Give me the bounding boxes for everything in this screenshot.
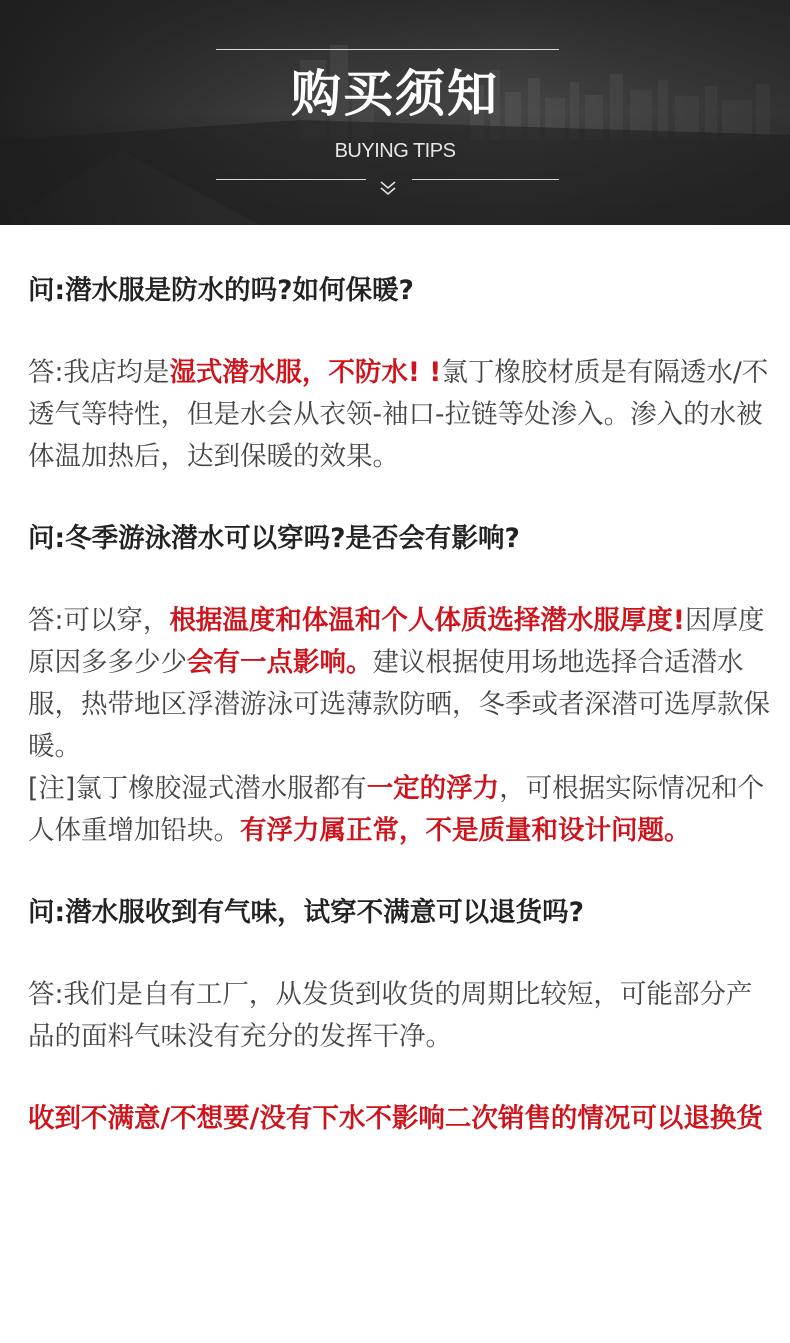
note-2-part-4: 有浮力属正常，不是质量和设计问题。 [240,815,691,846]
note-2-part-3: ，可根据实际情况和个人体重增加铅块。 [28,773,765,846]
answer-1-part-3: 氯丁橡胶材质是有隔透水/不透气等特性，但是水会从衣领-袖口-拉链等处渗入。渗入的水被体温加热后，达到保暖的效果。 [28,357,769,472]
faq-question-3: 问:潜水服收到有气味，试穿不满意可以退货吗? [28,897,584,928]
banner-divider-top [216,49,559,50]
faq-answer-2 [28,600,773,768]
answer-2-part-1: 答:可以穿， [28,605,170,636]
banner-divider-bottom-left [216,179,366,180]
return-policy-note: 收到不满意/不想要/没有下水不影响二次销售的情况可以退换货 [28,1103,763,1134]
double-chevron-down-icon [377,177,399,199]
answer-1-part-2: 湿式潜水服，不防水! ! [169,357,442,388]
answer-3-part-1: 答:我们是自有工厂，从发货到收货的周期比较短，可能部分产品的面料气味没有充分的发挥干净。 [28,979,753,1052]
faq-question-2: 问:冬季游泳潜水可以穿吗?是否会有影响? [28,523,520,554]
banner-title: 购买须知 [291,65,499,123]
answer-2-part-2: 根据温度和体温和个人体质选择潜水服厚度! [169,605,686,636]
buying-tips-banner [0,0,790,225]
faq-content [28,270,773,1140]
answer-2-part-5: 建议根据使用场地选择合适潜水服，热带地区浮潜游泳可选薄款防晒，冬季或者深潜可选厚款保暖。 [28,647,770,762]
answer-2-part-4: 会有一点影响。 [187,647,373,678]
note-2-part-2: 一定的浮力 [366,773,500,804]
faq-question-1: 问:潜水服是防水的吗?如何保暖? [28,275,414,306]
faq-answer-3 [28,974,773,1058]
banner-subtitle: BUYING TIPS [334,140,456,162]
faq-note-2 [28,768,773,852]
faq-answer-1 [28,352,773,478]
answer-1-part-1: 答:我店均是 [28,357,170,388]
banner-divider-bottom-right [412,179,559,180]
answer-2-part-3: 因厚度原因多多少少 [28,605,765,678]
note-2-part-1: [注]氯丁橡胶湿式潜水服都有 [28,773,367,804]
